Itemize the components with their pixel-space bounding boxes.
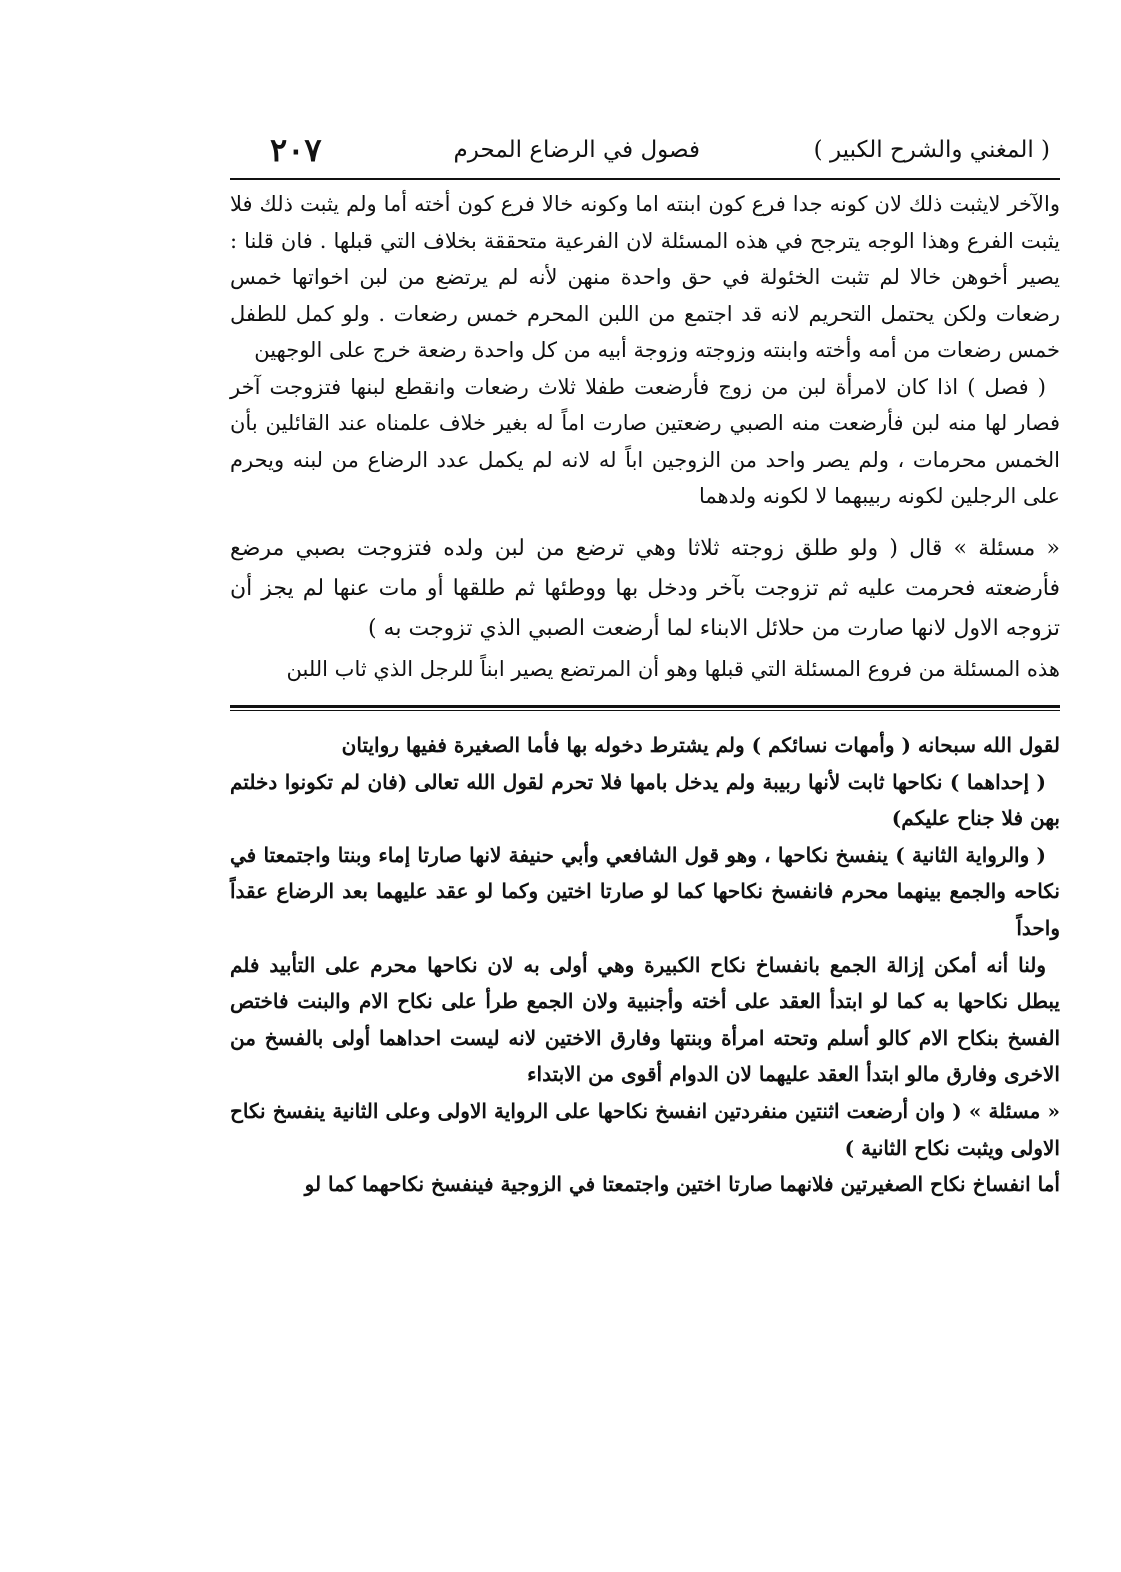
issue-text: « مسئلة » قال ( ولو طلق زوجته ثلاثا وهي ترضع من لبن ولده فتزوجت بصبي مرضع فأرضعته فحرمت عليه ثم تزوجت بآخر ودخل بها ووطئها ثم طلقها أو مات عنها لم يجز أن تزوجه الاول لانها صارت من حلائل الابناء لما أرضعت الصبي الذي تزوجت به ): [230, 535, 1060, 641]
footnote-paragraph-5: « مسئلة » ( وان أرضعت اثنتين منفردتين انفسخ نكاحها على الرواية الاولى وعلى الثانية ينفسخ نكاح الاولى ويثبت نكاح الثانية ): [230, 1098, 1060, 1160]
main-text: [230, 186, 1060, 687]
footnote-paragraph-6: أما انفساخ نكاح الصغيرتين فلانهما صارتا اختين واجتمعتا في الزوجية فينفسخ نكاحهما كما لو: [304, 1172, 1060, 1197]
footnote-separator: [230, 705, 1060, 711]
page-number: ٢٠٧: [270, 131, 322, 169]
document-page: [230, 128, 1060, 1203]
footnote-paragraph-2: ( إحداهما ) نكاحها ثابت لأنها ربيبة ولم يدخل بامها فلا تحرم لقول الله تعالى (فان لم تكونوا دخلتم بهن فلا جناح عليكم): [230, 769, 1060, 831]
footnote-paragraph-4: ولنا أنه أمكن إزالة الجمع بانفساخ نكاح الكبيرة وهي أولى به لان نكاحها محرم على التأبيد فلم يبطل نكاحها به كما لو ابتدأ العقد على أخته وأجنبية ولان الجمع طرأ على نكاح الام والبنت فاختص الفسخ بنكاح الام كالو أسلم وتحته امرأة وبنتها وفارق الاختين لانه ليست احداهما أولى بالفسخ من الاخرى وفارق مالو ابتدأ العقد عليهما لان الدوام أقوى من الابتداء: [230, 952, 1060, 1087]
main-paragraph-2: ( فصل ) اذا كان لامرأة لبن من زوج فأرضعت طفلا ثلاث رضعات وانقطع لبنها فتزوجت آخر فصار لها منه لبن فأرضعت منه الصبي رضعتين صارت اماً له بغير خلاف علمناه عند القائلين بأن الخمس محرمات ، ولم يصر واحد من الزوجين اباً له لانه لم يكمل عدد الرضاع من لبنه ويحرم على الرجلين لكونه ربيبهما لا لكونه ولدهما: [230, 374, 1060, 508]
main-paragraph-1: والآخر لايثبت ذلك لان كونه جدا فرع كون ابنته اما وكونه خالا فرع كون أخته أما ولم يثبت ذلك فلا يثبت الفرع وهذا الوجه يترجح في هذه المسئلة لان الفرعية متحققة بخلاف التي قبلها . فان قلنا : يصير أخوهن خالا لم تثبت الخئولة في حق واحدة منهن لأنه لم يرتضع من لبن اخواتها خمس رضعات ولكن يحتمل التحريم لانه قد اجتمع من اللبن المحرم خمس رضعات . ولو كمل للطفل خمس رضعات من أمه وأخته وابنته وزوجته وزوجة أبيه من كل واحدة رضعة خرج على الوجهين: [230, 192, 1060, 362]
chapter-title: فصول في الرضاع المحرم: [453, 137, 700, 163]
issue-commentary: هذه المسئلة من فروع المسئلة التي قبلها وهو أن المرتضع يصير ابناً للرجل الذي ثاب اللبن: [286, 656, 1060, 681]
page-header: [230, 128, 1060, 180]
footnote-paragraph-1: لقول الله سبحانه ( وأمهات نسائكم ) ولم يشترط دخوله بها فأما الصغيرة ففيها روايتان: [341, 733, 1060, 757]
footnote-text: [230, 727, 1060, 1203]
book-title: ( المغني والشرح الكبير ): [813, 137, 1050, 163]
footnote-paragraph-3: ( والرواية الثانية ) ينفسخ نكاحها ، وهو قول الشافعي وأبي حنيفة لانها صارتا إماء وبنتا واجتمعتا في نكاحه والجمع بينهما محرم فانفسخ نكاحها كما لو صارتا اختين وكما لو عقد عليهما بعد الرضاع عقداً واحداً: [230, 842, 1060, 940]
